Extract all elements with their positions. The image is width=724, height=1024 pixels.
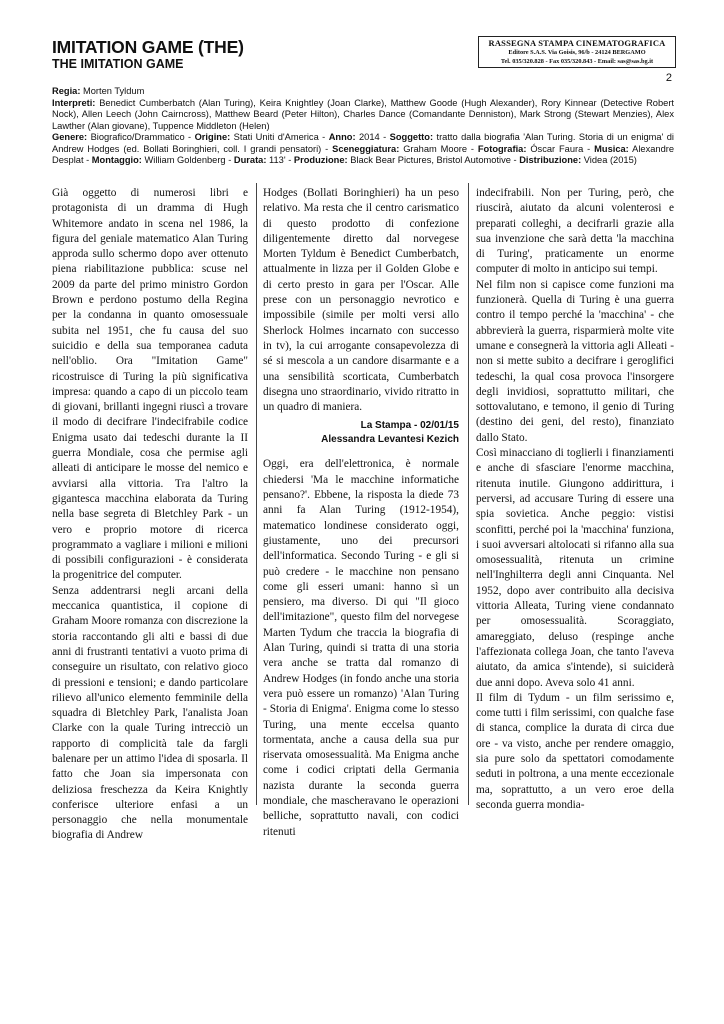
credits-interpreti (52, 98, 674, 133)
article2-paragraph-2: Nel film non si capisce come funzioni ma funzionerà. Quella di Turing è una guerra contro il tempo perché la 'macchina' - che abbrevierà la guerra, risparmierà molte vite umane e consegnerà la vittoria agli Alleati - non si mette subito a decifrare i geroglifici tedeschi, la qual cosa provoca l'insorgere degli invidiosi, soprattutto militari, che sottovalutano, e temono, il genio di Turing (destino dei geni, del resto), finanziato dallo Stato. (476, 278, 674, 444)
article2-paragraph-4: Il film di Tydum - un film serissimo e, come tutti i film serissimi, con qualche fase di stanca, complice la durata di circa due ore - va visto, anche per rendere omaggio, sia pure solo da spettatori comodamente seduti in poltrona, a una mente eccezionale ma, soprattutto, a un vero eroe della seconda guerra mondia- (476, 691, 674, 811)
article1-source (263, 419, 459, 447)
distribuzione-value: Videa (2015) (583, 155, 637, 166)
genere-value: Biografico/Drammatico - (90, 132, 192, 143)
regia-label: Regia: (52, 86, 81, 96)
credits-regia (52, 86, 674, 98)
article1-author: Alessandra Levantesi Kezich (321, 434, 459, 446)
article-column-1 (52, 186, 248, 844)
article2-paragraph-3: Così minacciano di toglierli i finanziamenti e anche di sfasciare l'enorme macchina, ritenuta inutile. Giungono addirittura, i perversi, ad accusare Turing di essere una spia sovietica. Anche peggio: vistisi sconfitti, perché poi la 'macchina' funziona, i suoi avversari altolocati si rifanno alla sua omosessualità, ritenuta un crimine nell'Inghilterra degli anni Cinquanta. Nel 1952, dopo aver contribuito alla decisiva vittoria Alleata, Turing viene condannato per omosessualità. Scoraggiato, amareggiato, deluso (respinge anche l'affezionata collega Joan, che tanto l'aveva aiutato, da amica s'intende), si suiciderà due anni dopo. Aveva solo 41 anni. (476, 447, 674, 689)
origine-value: Stati Uniti d'America - (233, 132, 326, 143)
musica-label: Musica: (594, 143, 629, 154)
article1-paragraph-2-start: Senza addentrarsi negli arcani della meccanica quantistica, il copione di Graham Moore romanza con discrezione la storia raccontando gli alti e bassi di due anni di frustranti tentativi a vuoto prima di conseguire un risultato, con relativo gioco di pressioni e tensioni; e dando particolare rilievo all'unico elemento femminile della squadra di Bletchley Park, l'analista Joan Clarke con la quale Turing intrecciò un rapporto di complicità tale da fargli balenare per un attimo l'idea di sposarla. Il fatto che Joan sia impersonata con deliziosa freschezza da Keira Knightly conferisce ulteriore enfasi a un personaggio che nella monumentale biografia di Andrew (52, 584, 248, 842)
regia-value: Morten Tyldum (83, 86, 145, 96)
soggetto-value: tratto dalla biografia 'Alan Turing. Storia di un enigma' di Andrew Hodges (ed. Bollati Boringhieri, coll. I grandi pensatori) - (52, 132, 674, 154)
produzione-value: Black Bear Pictures, Bristol Automotive - (350, 155, 517, 166)
anno-label: Anno: (328, 132, 356, 143)
publisher-box (478, 36, 676, 68)
montaggio-value: William Goldenberg - (144, 155, 232, 166)
credits-details (52, 132, 674, 167)
article2-paragraph-1-end: indecifrabili. Non per Turing, però, che riuscirà, aiutato da alcuni volenterosi e preparati colleghi, a decifrarli grazie alla sua invenzione che sarà detta 'la macchina di Turing', praticamente un enorme computer di molto in anticipo sui tempi. (476, 187, 674, 276)
genere-label: Genere: (52, 132, 88, 143)
film-credits (52, 86, 674, 167)
distribuzione-label: Distribuzione: (519, 155, 582, 166)
sceneggiatura-label: Sceneggiatura: (332, 143, 400, 154)
article-column-3 (476, 186, 674, 813)
film-title: IMITATION GAME (THE) (52, 37, 244, 57)
fotografia-value: Óscar Faura - (530, 143, 591, 154)
publisher-name: RASSEGNA STAMPA CINEMATOGRAFICA (488, 38, 666, 48)
montaggio-label: Montaggio: (91, 155, 142, 166)
publisher-contacts: Tel. 035/320.828 - Fax 035/320.843 - Email: sas@sas.bg.it (500, 58, 654, 65)
column-divider (256, 183, 257, 805)
musica-value: Alexandre Desplat - (52, 143, 675, 166)
produzione-label: Produzione: (293, 155, 348, 166)
article1-paragraph-2-end: Hodges (Bollati Boringhieri) ha un peso relativo. Ma resta che il centro carismatico di questo prodotto di confezione diligentemente diretto dal norvegese Morten Tyldum è Benedict Cumberbatch, attualmente in lizza per il Golden Globe e di certo presto in gara per l'Oscar. Alle prese con un personaggio nevrotico e impossibile (simile per molti versi allo Sherlock Holmes incarnato con successo in tv), la cui arrogante consapevolezza di sé si mescola a un candore disarmante e a una sensibilità scorticata, Cumberbatch disegna uno straordinario, vivido ritratto in un quadro di maniera. (263, 187, 459, 414)
sceneggiatura-value: Graham Moore - (403, 143, 474, 154)
article1-paragraph-1: Già oggetto di numerosi libri e protagonista di un dramma di Hugh Whitemore andato in scena nel 1986, la figura del geniale matematico Alan Turing approda sullo schermo dopo aver ottenuto piena riabilitazione pubblica: scuse nel 2009 da parte del primo ministro Gordon Brown e perdono postumo della Regina per la condanna in quanto omosessuale subita nel 1951, che fu causa del suo suicidio e della sua temporanea caduta nell'oblio. Ora "Imitation Game" ricostruisce di Turing la più significativa impresa: quando a capo di un piccolo team di giovani, brillanti ingegni riuscì a trovare il modo di decifrare l'indecifrabile codice Enigma usato dai tedeschi durante la II guerra Mondiale, cosa che permise agli alleati di anticipare le mosse del nemico e avviarsi alla vittoria. Tra l'altro la gigantesca macchina elaborata da Turing nella base segreta di Bletchley Park - un vero e proprio motore di ricerca programmato a vagliare i milioni e milioni di possibili configurazioni - è considerata la progenitrice del computer. (52, 187, 248, 582)
fotografia-label: Fotografia: (477, 143, 527, 154)
durata-value: 113' - (269, 155, 292, 166)
page-number: 2 (665, 72, 672, 84)
origine-label: Origine: (194, 132, 231, 143)
interpreti-label: Interpreti: (52, 97, 96, 108)
film-original-title: THE IMITATION GAME (52, 57, 184, 71)
anno-value: 2014 - (359, 132, 387, 143)
column-divider (468, 183, 469, 805)
article2-paragraph-1-start: Oggi, era dell'elettronica, è normale chiedersi 'Ma le macchine informatiche pensano?'. Ebbene, la risposta la diede 73 anni fa Alan Turing (1912-1954), matematico londinese considerato oggi, giustamente, uno dei precursori dell'informatica. Secondo Turing - e gli si può credere - le macchine non pensano come gli esseri umani: hanno sì un pensiero, ma diverso. Di qui "Il gioco dell'imitazione", questo film del norvegese Marten Tydum che traccia la biografia di Alan Turing, quindi si tratta di una storia vera anche se tratta dal romanzo di Andrew Hodges (in fondo anche una storia vera può essere un romanzo) 'Alan Turing - Storia di Enigma'. Enigma come lo stesso Turing, una mente eccelsa quanto tormentata, anche a causa della sua pur riservata omosessualità. Ma Enigma anche come i codici criptati della Germania nazista durante la seconda guerra mondiale, che mascheravano le operazioni belliche, soprattutto navali, con codici ritenuti (263, 458, 459, 838)
article-column-2 (263, 186, 459, 840)
article1-newspaper: La Stampa - 02/01/15 (360, 420, 459, 432)
soggetto-label: Soggetto: (389, 132, 434, 143)
durata-label: Durata: (233, 155, 267, 166)
interpreti-value: Benedict Cumberbatch (Alan Turing), Keira Knightley (Joan Clarke), Matthew Goode (Hugh Alexander), Rory Kinnear (Detective Robert Nock), Allen Leech (John Cairncross), Matthew Beard (Peter Hilton), Charles Dance (Comandante Denniston), Mark Strong (Stewart Menzies), Alex Lawther (Alan giovane), Tuppence Middleton (Helen) (52, 97, 674, 131)
publisher-address: Editore S.A.S. Via Goisis, 96/b - 24124 BERGAMO (508, 49, 646, 56)
